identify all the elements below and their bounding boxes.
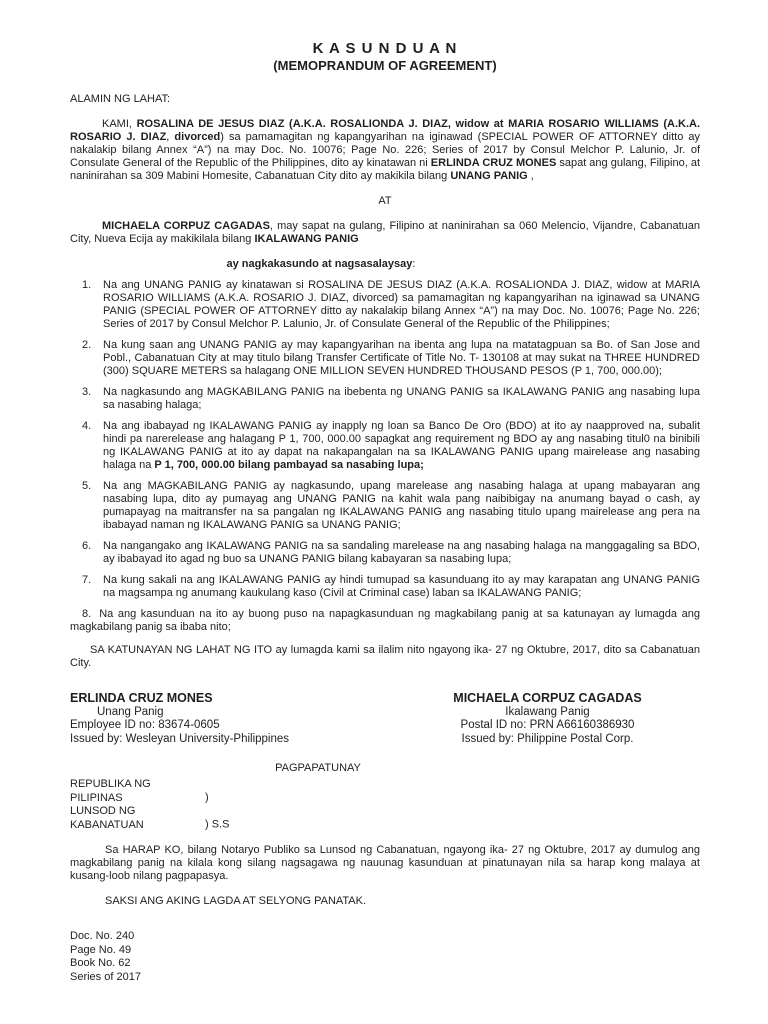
registry-page-no: Page No. 49 — [70, 943, 132, 956]
agreement-heading-colon: : — [412, 258, 416, 270]
document-title: K A S U N D U A N — [312, 40, 458, 57]
signature-second-party — [395, 692, 700, 746]
venue-republic-mark: ) — [205, 791, 209, 804]
agreement-item-4 — [82, 420, 700, 472]
agreement-item-3 — [82, 386, 700, 412]
signature-first-party — [70, 692, 370, 746]
registry-series: Series of 2017 — [70, 970, 141, 983]
item-text: Na ang MAGKABILANG PANIG ay nagkasundo, upang marelease ang nasabing halaga at upang mabayaran ang nasabing lupa, dito ay pumayag ang UNANG PANIG na kahit wala pang naibibigay na anumang bayad o cash, ay pumapayag na maitransfer na sa pangalan ng IKALAWANG PANIG ang nasabing titulo upang mairelease ang pera na ibabayad naman ng IKALAWANG PANIG sa UNANG PANIG; — [103, 480, 700, 531]
notarial-registry — [70, 930, 700, 984]
item-number: 2. — [82, 339, 92, 351]
salutation-line: ALAMIN NG LAHAT: — [70, 93, 171, 105]
item-number: 1. — [82, 279, 92, 291]
second-party-role: Ikalawang Panig — [505, 705, 590, 718]
venue-line-city — [70, 805, 700, 832]
closing-paragraph: SA KATUNAYAN NG LAHAT NG ITO ay lumagda kami sa ilalim nito ngayong ika- 27 ng Oktubre, 2017, dito sa Cabanatuan City. — [70, 644, 700, 669]
item-number: 8. — [82, 608, 92, 620]
item-number: 5. — [82, 480, 92, 492]
item-text: Na ang kasunduan na ito ay buong puso na napagkasunduan ng magkabilang panig at sa katunayan ay lumagda ang magkabilang panig sa ibaba nito; — [70, 608, 700, 633]
item-number: 3. — [82, 386, 92, 398]
first-party-name: ERLINDA CRUZ MONES — [70, 691, 213, 705]
item-number: 4. — [82, 420, 92, 432]
item-text: Na kung saan ang UNANG PANIG ay may kapangyarihan na ibenta ang lupa na matatagpuan sa Bo. of San Jose and Pobl., Cabanatuan City at may titulo bilang Transfer Certificate of Title No. T- 130108 at may sukat na THREE HUNDRED (300) SQUARE METERS sa halagang ONE MILLION SEVEN HUNDRED THOUSAND PESOS (P 1, 700, 000.00); — [103, 339, 700, 377]
agreement-item-7 — [82, 574, 700, 600]
agreement-item-6 — [82, 540, 700, 566]
witness-line: SAKSI ANG AKING LAGDA AT SELYONG PANATAK. — [105, 895, 367, 907]
first-party-paragraph: KAMI, ROSALINA DE JESUS DIAZ (A.K.A. ROSALIONDA J. DIAZ, widow at MARIA ROSARIO WILLIAMS (A.K.A. ROSARIO J. DIAZ, divorced) sa pamamagitan ng kapangyarihan na iginawad (SPECIAL POWER OF ATTORNEY ditto ay nakalakip bilang Annex “A”) na may Doc. No. 10076; Page No. 226; Series of 2017 by Consul Melchor P. Lalunio, Jr. of Consulate General of the Republic of the Philippines, dito ay kinatawan ni ERLINDA CRUZ MONES sapat ang gulang, Filipino, at naninirahan sa 309 Mabini Homesite, Cabanatuan City dito ay makikila bilang UNANG PANIG , — [70, 118, 700, 182]
second-party-name: MICHAELA CORPUZ CAGADAS — [453, 691, 642, 705]
second-party-paragraph: MICHAELA CORPUZ CAGADAS, may sapat na gulang, Filipino at naninirahan sa 060 Melencio, Vijandre, Cabanatuan City, Nueva Ecija ay makikilala bilang IKALAWANG PANIG — [70, 220, 701, 245]
second-party-issuer: Issued by: Philippine Postal Corp. — [461, 732, 634, 745]
item-text: Na ang UNANG PANIG ay kinatawan si ROSALINA DE JESUS DIAZ (A.K.A. ROSALIONDA J. DIAZ, widow at MARIA ROSARIO WILLIAMS (A.K.A. ROSARIO J. DIAZ, divorced) sa pamamagitan ng kapangyarihan na iginawad sa UNANG PANIG (SPECIAL POWER OF ATTORNEY ditto ay nakalakip bilang Annex “A”) na may Doc. No. 10076; Page No. 226; Series of 2017 by Consul Melchor P. Lalunio, Jr. of Consulate General of the Republic of the Philippines; — [103, 279, 700, 330]
agreement-items — [70, 279, 700, 634]
item-number: 7. — [82, 574, 92, 586]
agreement-item-1 — [82, 279, 700, 331]
registry-doc-no: Doc. No. 240 — [70, 930, 135, 942]
item-number: 6. — [82, 540, 92, 552]
registry-book-no: Book No. 62 — [70, 957, 131, 969]
first-party-id: Employee ID no: 83674-0605 — [70, 719, 220, 731]
notary-heading: PAGPAPATUNAY — [275, 762, 361, 774]
venue-city-mark: ) S.S — [205, 818, 230, 831]
agreement-heading-text: ay nagkakasundo at nagsasalaysay — [226, 258, 413, 270]
agreement-item-2 — [82, 339, 700, 378]
document-subtitle: (MEMOPRANDUM OF AGREEMENT) — [273, 58, 497, 73]
notary-paragraph: Sa HARAP KO, bilang Notaryo Publiko sa Lunsod ng Cabanatuan, ngayong ika- 27 ng Oktubre, 2017 ay dumulog ang magkabilang panig na kilala kong silang nagsagawa ng nauunag kasunduan at pinatunayan nila sa harap kong malaya at kusang-loob nilang pagpapasya. — [70, 844, 700, 882]
first-party-issuer: Issued by: Wesleyan University-Philippines — [70, 732, 290, 745]
venue-city-label: LUNSOD NG KABANATUAN — [70, 805, 144, 831]
venue-line-republic — [70, 778, 700, 805]
signature-block — [70, 692, 700, 746]
first-party-role: Unang Panig — [97, 705, 164, 718]
item-text: Na kung sakali na ang IKALAWANG PANIG ay hindi tumupad sa kasunduang ito ay may karapatan ang UNANG PANIG na magsampa ng anumang kaukulang kaso (Civil at Criminal case) laban sa IKALAWANG PANIG; — [103, 574, 700, 599]
agreement-heading — [6, 258, 636, 271]
venue-block — [70, 778, 700, 832]
second-party-id: Postal ID no: PRN A66160386930 — [460, 719, 635, 731]
title-block — [70, 40, 700, 73]
item-text: Na ang ibabayad ng IKALAWANG PANIG ay inapply ng loan sa Banco De Oro (BDO) at ito ay naapproved na, subalit hindi pa narerelease ang halagang P 1, 700, 000.00 sapagkat ang requirement ng BDO ay ang nasabing titul0 na binibili ng IKALAWANG PANIG at ito ay dapat na nakapangalan na sa IKALAWANG PANIG upang mairelease ang nasabing halaga na P 1, 700, 000.00 bilang pambayad sa nasabing lupa; — [103, 420, 700, 471]
connector-line: AT — [378, 195, 392, 207]
venue-republic-label: REPUBLIKA NG PILIPINAS — [70, 778, 151, 804]
item-text: Na nagkasundo ang MAGKABILANG PANIG na ibebenta ng UNANG PANIG sa IKALAWANG PANIG ang nasabing lupa sa nasabing halaga; — [103, 386, 700, 411]
agreement-item-5 — [82, 480, 700, 532]
item-text: Na nangangako ang IKALAWANG PANIG na sa sandaling marelease na ang nasabing halaga na manggagaling sa BDO, ay ibabayad ito agad ng buo sa UNANG PANIG bilang kabayaran sa nasabing lupa; — [103, 540, 700, 565]
agreement-item-8 — [70, 608, 700, 634]
